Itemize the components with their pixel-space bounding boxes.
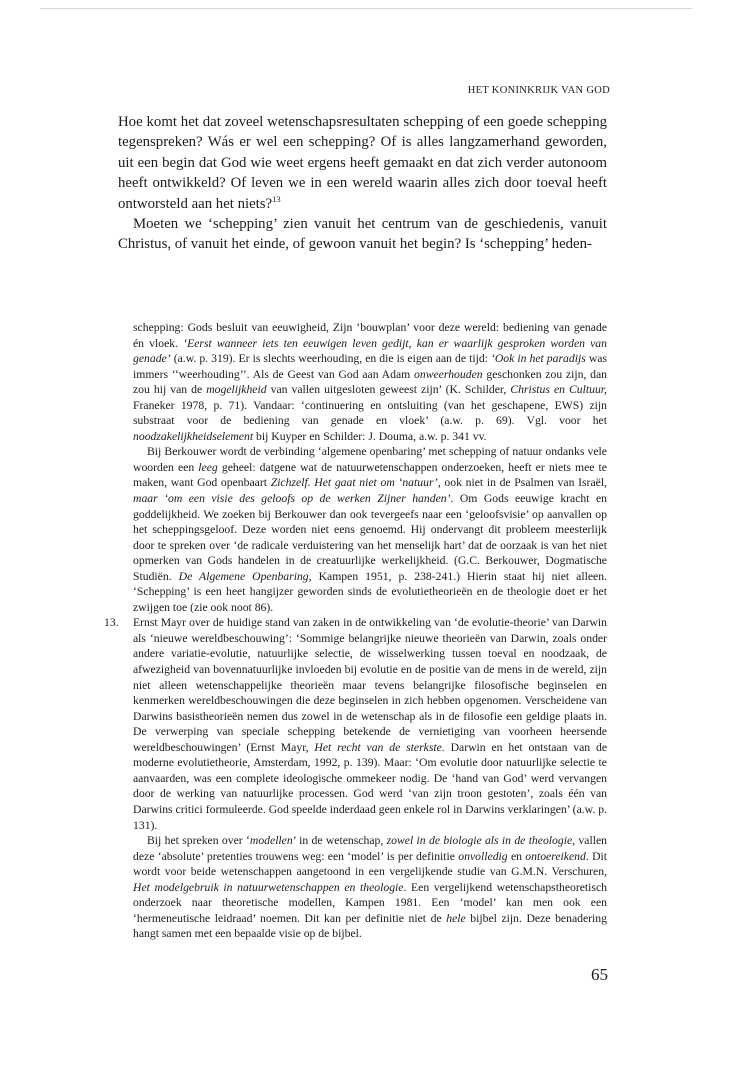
footnote-continuation: schepping: Gods besluit van eeuwigheid, Zijn ‘bouwplan’ voor deze wereld: bediening van genade én vloek. ‘Eerst wanneer iets ten eeuwigen leven gedijt, kan er waarlijk gesproken worden van genade’ (a.w. p. 319). Er is slechts weerhouding, en die is eigen aan de tijd: ‘Ook in het paradijs was immers ‘‘weerhouding’’. Als de Geest van God aan Adam onweerhouden geschonken zou zijn, dan zou hij van de mogelijkheid van vallen uitgesloten geweest zijn’ (K. Schilder, Christus en Cultuur, Franeker 1978, p. 71). Vandaar: ‘continuering en ontsluiting (van het geschapene, EWS) zijn substraat voor de bediening van genade en vloek’ (a.w. p. 69). Vgl. voor het noodzakelijkheidselement bij Kuyper en Schilder: J. Douma, a.w. p. 341 vv. bbox=[133, 321, 607, 443]
page-number: 65 bbox=[591, 965, 608, 984]
main-body-text bbox=[118, 112, 607, 255]
footnote-13-number: 13. bbox=[104, 616, 119, 630]
footnote-ref-13[interactable]: 13 bbox=[272, 193, 281, 204]
footnote-13-modellen-paragraph: Bij het spreken over ‘modellen’ in de wetenschap, zowel in de biologie als in de theologie, vallen deze ‘absolute’ pretenties trouwens weg: een ‘model’ is per definitie onvolledig en ontoereikend. Dit wordt voor beide wetenschappen aangetoond in een vergelijkende studie van G.M.N. Verschuren, Het modelgebruik in natuurwetenschappen en theologie. Een vergelijkend wetenschapstheoretisch onderzoek naar theoretische modellen, Kampen 1981. Een ‘model’ kan men ook een ‘hermeneutische leidraad’ noemen. Dit kan per definitie niet de hele bijbel zijn. Deze benadering hangt samen met een bepaalde visie op de bijbel. bbox=[133, 834, 608, 941]
top-edge-rule bbox=[40, 8, 692, 9]
body-paragraph-2: Moeten we ‘schepping’ zien vanuit het centrum van de geschiedenis, vanuit Christus, of vanuit het einde, of gewoon vanuit het begin? Is ‘schepping’ heden- bbox=[118, 216, 607, 253]
running-head: HET KONINKRIJK VAN GOD bbox=[467, 85, 610, 96]
footnote-13: 13. Ernst Mayr over de huidige stand van zaken in de ontwikkeling van ‘de evolutie-theorie’ van Darwin als ‘nieuwe wereldbeschouwing’: ‘Sommige belangrijke nieuwe theorieën van Darwin, zoals onder andere variatie-evolutie, natuurlijke selectie, de wisselwerking tussen toeval en noodzaak, de afwezigheid van bovennatuurlijke invloeden bij evolutie en de positie van de mens in de wereld, zijn niet alleen wetenschappelijke theorieën maar tevens belangrijke filosofische beginselen en kenmerken wereldbeschouwingen die deze beginselen in zich hebben opgenomen. Verscheidene van Darwins basistheorieën nemen dus zowel in de wetenschap als in de filosofie een geldige plaats in. De verwerping van speciale schepping betekende de vernietiging van voorheen heersende wereldbeschouwingen’ (Ernst Mayr, Het recht van de sterkste. Darwin en het ontstaan van de moderne evolutietheorie, Amsterdam, 1992, p. 139). Maar: ‘Om evolutie door natuurlijke selectie te aanvaarden, was een complete ideologische ommekeer nodig. De ‘hand van God’ werd vervangen door de werking van natuurlijke processen. God werd ‘van zijn troon gestoten’, zoals één van Darwins critici formuleerde. God speelde inderdaad geen enkele rol in Darwins verklaringen’ (a.w. p. 131). bbox=[104, 616, 608, 832]
footnotes bbox=[104, 320, 607, 942]
body-paragraph-1: Hoe komt het dat zoveel wetenschapsresultaten schepping of een goede schepping tegenspreken? Wás er wel een schepping? Of is alles langzamerhand geworden, uit een begin dat God wie weet ergens heeft gemaakt en dat zich verder autonoom heeft ontwikkeld? Of leven we in een wereld waarin alles zich door toeval heeft ontworsteld aan het niets?$^{13}$ bbox=[118, 114, 607, 212]
footnote-berkouwer-paragraph: Bij Berkouwer wordt de verbinding ‘algemene openbaring’ met schepping of natuur ondanks vele woorden een leeg geheel: datgene wat de natuurwetenschappen onderzoeken, heeft er niets mee te maken, want God openbaart Zichzelf. Het gaat niet om ‘natuur’, ook niet in de Psalmen van Israël, maar ‘om een visie des geloofs op de werken Zijner handen’. Om Gods eeuwige kracht en goddelijkheid. We zoeken bij Berkouwer dan ook tevergeefs naar een ‘geloofsvisie’ op aanvallen op het scheppingsgeloof. Deze worden niet eens genoemd. Hij ondervangt dit probleem meesterlijk door te spreken over ‘de radicale verduistering van het menselijk hart’ dat de oorzaak is van het niet opmerken van Gods handelen in de creatuurlijke werkelijkheid. (G.C. Berkouwer, Dogmatische Studiën. De Algemene Openbaring, Kampen 1951, p. 238-241.) Hierin staat hij niet alleen. ‘Schepping’ is een heet hangijzer geworden sinds de evolutietheorieën en de theologie doet er het zwijgen toe (zie ook noot 86). bbox=[133, 445, 607, 614]
